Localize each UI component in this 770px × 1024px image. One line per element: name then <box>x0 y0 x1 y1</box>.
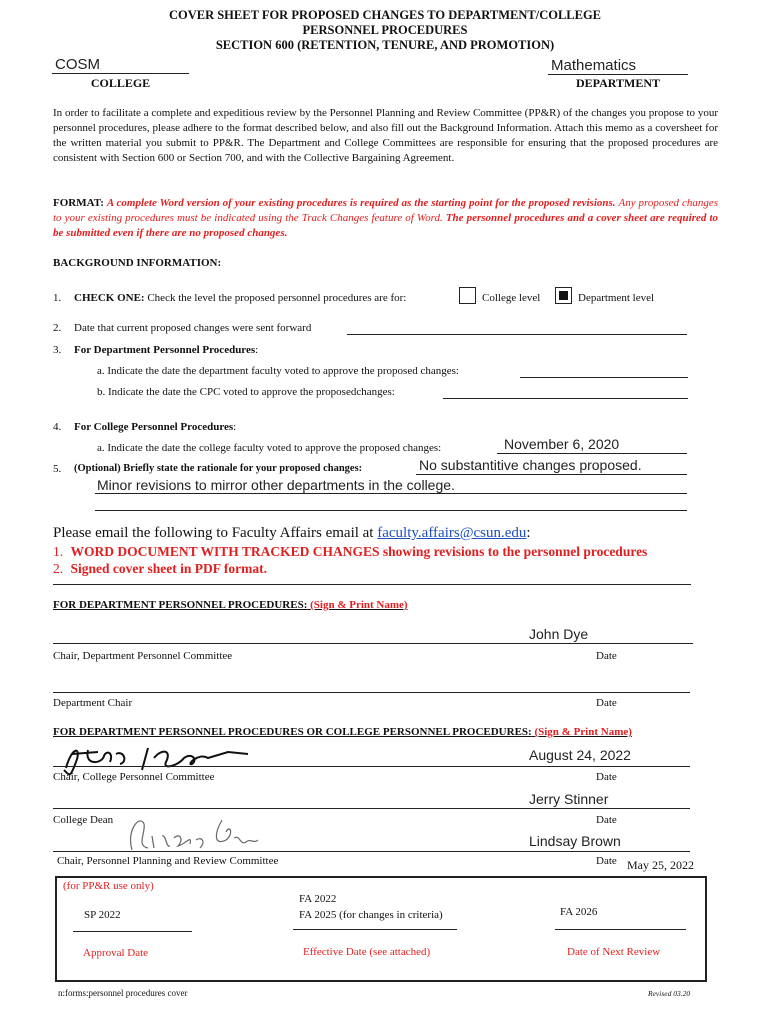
college-dean-name[interactable]: Jerry Stinner <box>529 791 609 807</box>
email-text: Please email the following to Faculty Affairs email at <box>53 525 374 541</box>
dept-chair-label: Department Chair <box>53 697 133 709</box>
q4a-answer-field <box>497 453 687 454</box>
q2-text: Date that current proposed changes were sent forward <box>74 322 312 334</box>
q5-number: 5. <box>53 463 62 475</box>
ppr-chair-name[interactable]: Lindsay Brown <box>529 833 621 849</box>
item-2-number: 2. <box>53 561 64 576</box>
q3-label: For Department Personnel Procedures: <box>74 344 259 356</box>
format-text-1: A complete Word version of your existing procedures is required as the starting point for the proposed revisions. <box>106 197 616 209</box>
dept-chair-date-label: Date <box>596 697 617 709</box>
college-heading-text: FOR DEPARTMENT PERSONNEL PROCEDURES OR COLLEGE PERSONNEL PROCEDURES: <box>53 726 532 738</box>
q2-number: 2. <box>53 322 62 334</box>
faculty-affairs-email-link[interactable]: faculty.affairs@csun.edu <box>377 525 527 541</box>
approval-date-value[interactable]: SP 2022 <box>84 909 121 921</box>
effective-date-value-2[interactable]: FA 2025 (for changes in criteria) <box>299 909 443 921</box>
effective-date-line <box>293 929 457 930</box>
department-field[interactable]: Mathematics <box>551 57 637 74</box>
dept-heading-text: FOR DEPARTMENT PERSONNEL PROCEDURES: <box>53 599 308 611</box>
q5-underline-3 <box>95 510 687 511</box>
college-dean-date-label: Date <box>596 814 617 826</box>
dept-committee-chair-label: Chair, Department Personnel Committee <box>53 650 233 662</box>
ppr-chair-signature-line[interactable] <box>53 851 690 852</box>
format-paragraph <box>53 196 718 241</box>
form-title <box>0 8 770 53</box>
college-level-checkbox[interactable] <box>459 287 476 304</box>
ppr-date-label: Date <box>596 855 617 867</box>
dept-chair-signature-line[interactable] <box>53 692 690 693</box>
intro-paragraph: In order to facilitate a complete and expeditious review by the Personnel Planning and Review Committee (PP&R) of the changes you propose to your personnel procedures, please adhere to the format described below, and also fill out the Background Information. Attach this memo as a coversheet for the written material you submit to PP&R. The Department and College Committees are responsible for ensuring that the proposed procedures are consistent with Section 600 or Section 700, and with the Collective Bargaining Agreement. <box>53 107 718 164</box>
dept-committee-chair-name[interactable]: John Dye <box>529 626 589 642</box>
college-committee-date-label: Date <box>596 771 617 783</box>
q4a-answer-value[interactable]: November 6, 2020 <box>504 436 620 452</box>
q5-label: (Optional) Briefly state the rationale for your proposed changes: <box>74 463 363 474</box>
ppr-chair-label: Chair, Personnel Planning and Review Committee <box>57 855 279 867</box>
q3b-answer-field[interactable] <box>443 398 688 399</box>
approval-date-label: Approval Date <box>83 947 149 959</box>
footer-revised: Revised 03.20 <box>648 989 691 998</box>
department-level-option: Department level <box>578 292 655 304</box>
q5-answer-line-1[interactable]: No substantitive changes proposed. <box>419 457 642 473</box>
effective-date-value-1[interactable]: FA 2022 <box>299 893 337 905</box>
q4-number: 4. <box>53 421 62 433</box>
title-line-2: PERSONNEL PROCEDURES <box>302 23 468 37</box>
q1-number: 1. <box>53 292 62 304</box>
ppr-use-only-label: (for PP&R use only) <box>63 880 154 892</box>
next-review-value[interactable]: FA 2026 <box>560 906 598 918</box>
college-field[interactable]: COSM <box>55 56 100 73</box>
q3b-text: b. Indicate the date the CPC voted to approve the proposedchanges: <box>97 386 395 398</box>
footer-file-path: n:forms:personnel procedures cover <box>58 988 188 998</box>
department-level-checkbox[interactable] <box>555 287 572 304</box>
college-committee-date-value[interactable]: August 24, 2022 <box>529 747 631 763</box>
college-heading-red: (Sign & Print Name) <box>534 726 632 738</box>
section-divider <box>53 584 691 585</box>
email-item-1 <box>53 544 647 560</box>
college-label: COLLEGE <box>90 76 151 90</box>
q1-text <box>74 292 406 304</box>
department-level-check-mark <box>559 291 568 300</box>
item-2-text: Signed cover sheet in PDF format. <box>70 561 267 576</box>
q4a-text: a. Indicate the date the college faculty voted to approve the proposed changes: <box>97 442 442 454</box>
next-review-label: Date of Next Review <box>567 946 661 958</box>
format-text-2: Any proposed changes to your existing procedures must be indicated using the Track Changes feature of Word. <box>53 197 719 224</box>
dept-heading-red: (Sign & Print Name) <box>310 599 408 611</box>
next-review-line <box>555 929 686 930</box>
dept-committee-date-label: Date <box>596 650 617 662</box>
college-committee-label: Chair, College Personnel Committee <box>53 771 215 783</box>
effective-date-label: Effective Date (see attached) <box>303 946 431 958</box>
college-committee-signature-line[interactable] <box>53 766 690 767</box>
approval-date-line <box>73 931 192 932</box>
college-section-heading <box>53 726 632 738</box>
q1-label: CHECK ONE: <box>74 292 145 304</box>
q5-underline-1 <box>416 474 687 475</box>
email-item-2 <box>53 561 267 577</box>
background-heading: BACKGROUND INFORMATION: <box>53 257 222 269</box>
college-underline <box>52 73 189 74</box>
college-dean-signature-line[interactable] <box>53 808 690 809</box>
department-underline <box>548 74 688 75</box>
q5-answer-line-2[interactable]: Minor revisions to mirror other departments in the college. <box>97 477 455 493</box>
college-dean-label: College Dean <box>53 814 114 826</box>
email-colon: : <box>526 525 531 541</box>
format-label: FORMAT: <box>53 197 104 209</box>
email-instruction <box>53 525 531 542</box>
q4-label: For College Personnel Procedures: <box>74 421 237 433</box>
q5-underline-2 <box>95 493 687 494</box>
dept-committee-signature-line[interactable] <box>53 643 693 644</box>
item-1-text: WORD DOCUMENT WITH TRACKED CHANGES showing revisions to the personnel procedures <box>70 544 648 559</box>
title-line-3: SECTION 600 (RETENTION, TENURE, AND PROMOTION) <box>215 38 555 52</box>
item-1-number: 1. <box>53 544 64 559</box>
format-text-3: The personnel procedures and a cover sheet are required to be submitted even if there are no proposed changes. <box>53 212 718 239</box>
q3a-answer-field[interactable] <box>520 377 688 378</box>
q2-answer-field[interactable] <box>347 334 687 335</box>
college-level-option: College level <box>482 292 541 304</box>
title-line-1: COVER SHEET FOR PROPOSED CHANGES TO DEPARTMENT/COLLEGE <box>168 8 602 22</box>
dept-section-heading <box>53 599 408 611</box>
q1-question: Check the level the proposed personnel procedures are for: <box>147 292 407 304</box>
department-label: DEPARTMENT <box>575 76 661 90</box>
q3a-text: a. Indicate the date the department faculty voted to approve the proposed changes: <box>97 365 459 377</box>
ppr-date-value[interactable]: May 25, 2022 <box>627 858 694 872</box>
q3-number: 3. <box>53 344 62 356</box>
